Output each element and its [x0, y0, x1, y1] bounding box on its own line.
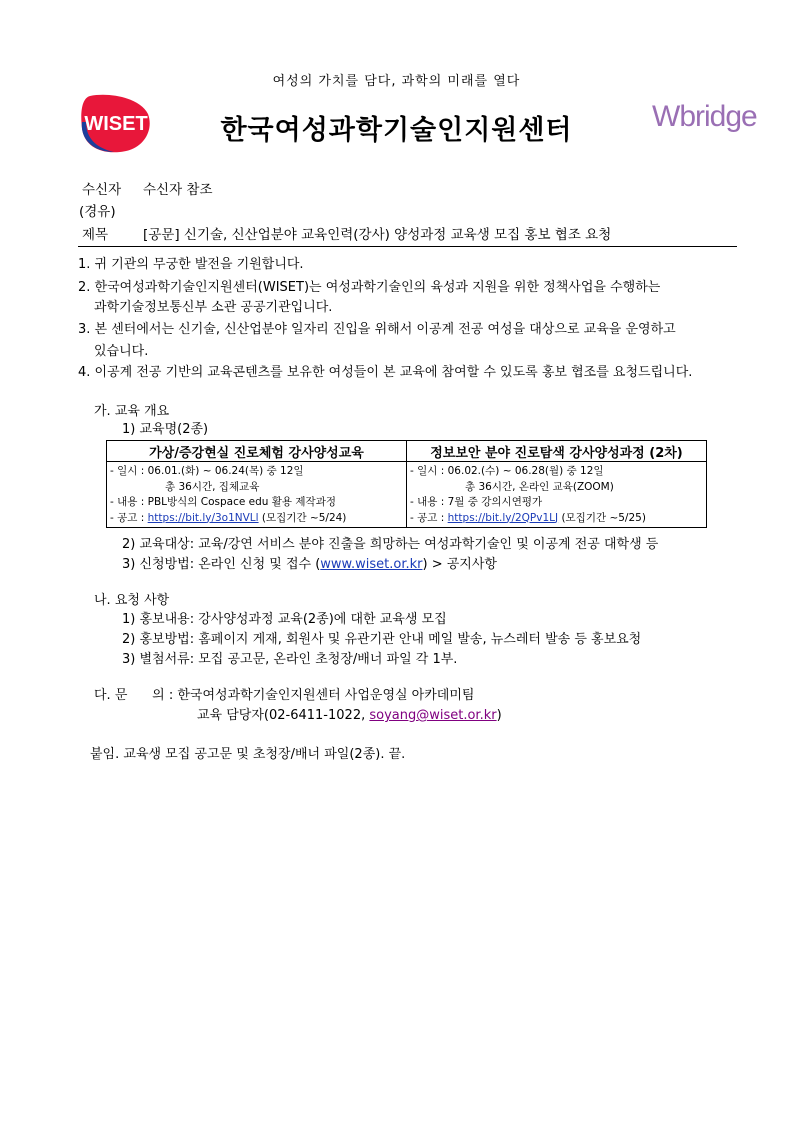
contact-email-link[interactable]: soyang@wiset.or.kr — [369, 708, 497, 723]
header-divider — [78, 246, 737, 247]
attachment-note: 붙임. 교육생 모집 공고문 및 초청장/배너 파일(2종). 끝. — [90, 747, 406, 762]
section-ga-item3 — [122, 553, 497, 572]
vr-notice-suffix: (모집기간 ~5/24) — [258, 511, 347, 524]
section-ga-item1: 1) 교육명(2종) — [122, 422, 209, 437]
security-content: - 내용 : 7월 중 강의시연평가 — [410, 496, 543, 508]
security-notice-prefix: - 공고 : — [410, 511, 448, 524]
security-notice-suffix: (모집기간 ~5/25) — [558, 511, 646, 524]
recipient-value: 수신자 참조 — [143, 182, 213, 198]
section-ga-item2: 2) 교육대상: 교육/강연 서비스 분야 진출을 희망하는 여성과학기술인 및 이공계 전공 대학생 등 — [122, 537, 659, 552]
page-title: 한국여성과학기술인지원센터 — [220, 115, 573, 146]
section-na-item1: 1) 홍보내용: 강사양성과정 교육(2종)에 대한 교육생 모집 — [122, 612, 447, 627]
section-na-item3: 3) 별첨서류: 모집 공고문, 온라인 초청장/배너 파일 각 1부. — [122, 652, 458, 667]
table-header-security: 정보보안 분야 진로탐색 강사양성과정 (2차) — [407, 441, 707, 462]
table-cell-security — [407, 462, 707, 528]
svg-text:WISET: WISET — [84, 113, 148, 135]
security-notice — [410, 511, 703, 527]
contact-line — [197, 704, 502, 723]
vr-notice — [110, 511, 403, 527]
item3-suffix: ) > 공지사항 — [422, 557, 497, 572]
paragraph-3-line1: 3. 본 센터에서는 신기술, 신산업분야 일자리 진입을 위해서 이공계 전공 여성을 대상으로 교육을 운영하고 — [78, 322, 676, 337]
vr-date: - 일시 : 06.01.(화) ~ 06.24(목) 중 12일 — [110, 465, 304, 477]
bridge-logo: Wbridge — [652, 100, 757, 133]
paragraph-3-line2: 있습니다. — [94, 344, 149, 359]
item3-prefix: 3) 신청방법: 온라인 신청 및 접수 ( — [122, 557, 321, 572]
contact-prefix: 교육 담당자(02-6411-1022, — [197, 708, 370, 723]
table-cell-vr — [107, 462, 407, 528]
subject-label: 제목 — [82, 227, 109, 243]
section-na-title: 나. 요청 사항 — [94, 593, 170, 608]
contact-suffix: ) — [496, 708, 502, 723]
table-header-vr: 가상/증강현실 진로체험 강사양성교육 — [107, 441, 407, 462]
paragraph-1: 1. 귀 기관의 무궁한 발전을 기원합니다. — [78, 257, 304, 272]
subject-value: [공문] 신기술, 신산업분야 교육인력(강사) 양성과정 교육생 모집 홍보 협조 요청 — [143, 227, 612, 243]
slogan: 여성의 가치를 담다, 과학의 미래를 열다 — [272, 74, 521, 89]
wiset-website-link[interactable]: www.wiset.or.kr — [320, 557, 423, 572]
security-notice-link[interactable]: https://bit.ly/2QPv1LJ — [447, 511, 559, 524]
education-table — [106, 440, 707, 528]
security-date: - 일시 : 06.02.(수) ~ 06.28(월) 중 12일 — [410, 465, 604, 477]
recipient-label: 수신자 — [82, 182, 122, 198]
vr-notice-prefix: - 공고 : — [110, 511, 148, 524]
vr-date-detail: 총 36시간, 집체교육 — [165, 480, 260, 493]
security-date-detail: 총 36시간, 온라인 교육(ZOOM) — [465, 480, 614, 493]
paragraph-4: 4. 이공계 전공 기반의 교육콘텐츠를 보유한 여성들이 본 교육에 참여할 수 있도록 홍보 협조를 요청드립니다. — [78, 365, 693, 380]
vr-notice-link[interactable]: https://bit.ly/3o1NVLl — [147, 511, 259, 524]
via-label: (경유) — [79, 204, 116, 220]
vr-content: - 내용 : PBL방식의 Cospace edu 활용 제작과정 — [110, 496, 336, 508]
paragraph-2-line1: 2. 한국여성과학기술인지원센터(WISET)는 여성과학기술인의 육성과 지원을 위한 정책사업을 수행하는 — [78, 280, 661, 295]
section-ga-title: 가. 교육 개요 — [94, 404, 170, 419]
section-da-title: 다. 문 의 : 한국여성과학기술인지원센터 사업운영실 아카데미팀 — [94, 688, 475, 703]
paragraph-2-line2: 과학기술정보통신부 소관 공공기관입니다. — [94, 300, 333, 315]
section-na-item2: 2) 홍보방법: 홈페이지 게재, 회원사 및 유관기관 안내 메일 발송, 뉴스레터 발송 등 홍보요청 — [122, 632, 642, 647]
